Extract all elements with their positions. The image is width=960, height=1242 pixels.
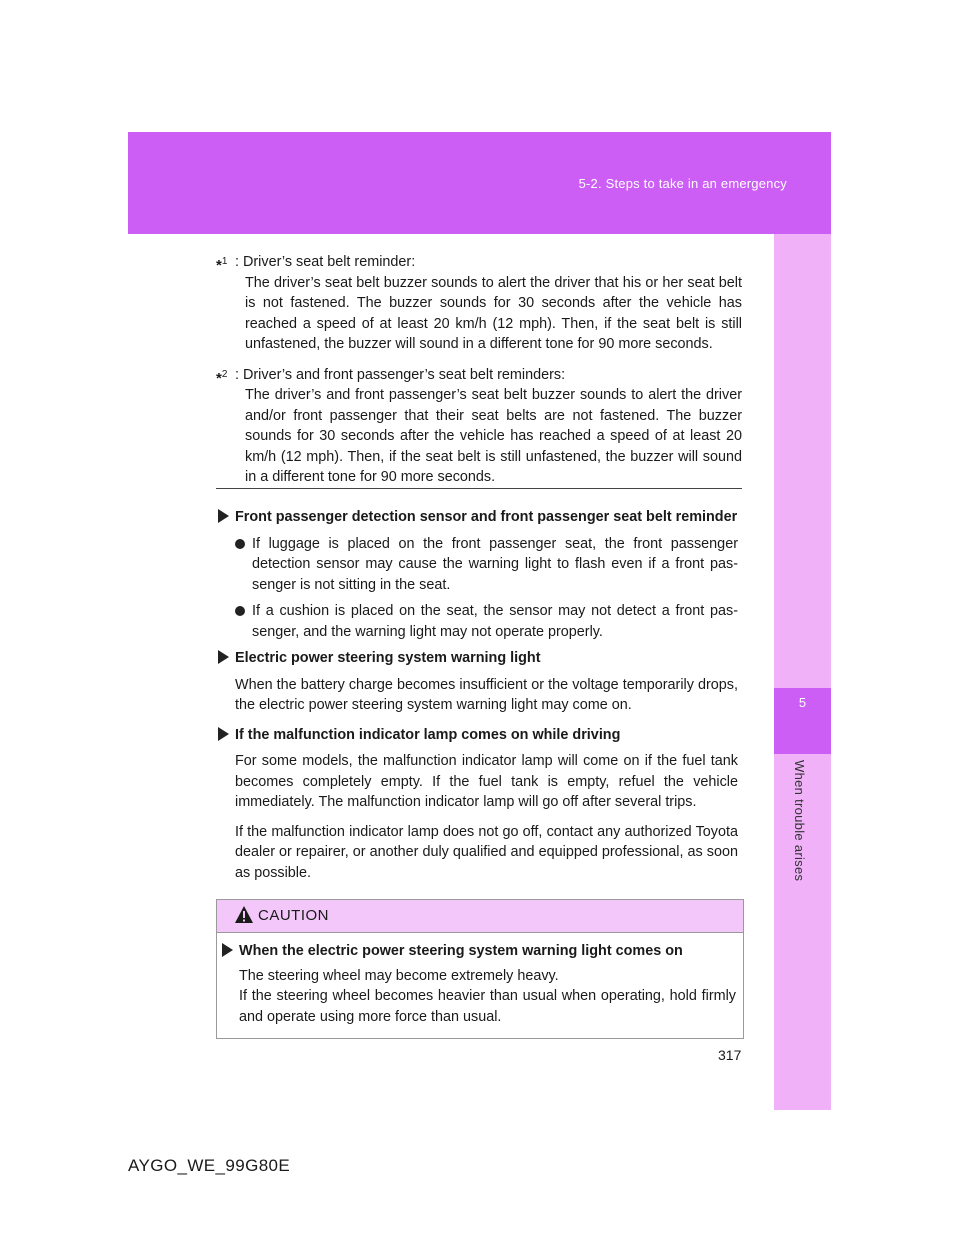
- page-number: 317: [718, 1047, 742, 1063]
- square-bullet-icon: [222, 943, 233, 957]
- divider: [216, 488, 742, 489]
- footnotes: [216, 252, 742, 498]
- info-sections: [218, 507, 738, 892]
- caution-heading: When the electric power steering system warning light comes on: [222, 941, 736, 962]
- section-heading: Electric power steering system warning light: [218, 648, 738, 669]
- chapter-number-block[interactable]: [774, 688, 831, 754]
- chapter-number: 5: [798, 695, 807, 710]
- footnote-marker: *$^1$: [216, 256, 228, 274]
- list-item: If luggage is placed on the front passenger seat, the front passenger detection sensor may cause the warning light to flash even if a front pas-senger is not sitting in the seat.: [235, 534, 738, 596]
- section-title: 5-2. Steps to take in an emergency: [578, 176, 787, 191]
- caution-line: The steering wheel may become extremely heavy.: [239, 967, 559, 984]
- list-item: If a cushion is placed on the seat, the sensor may not detect a front pas-senger, and the warning light may not operate properly.: [235, 601, 738, 642]
- paragraph: When the battery charge becomes insufficient or the voltage temporarily drops, the electric power steering system warning light may come on.: [235, 676, 738, 713]
- caution-line: If the steering wheel becomes heavier than usual when operating, hold firmly and operate using more force than usual.: [239, 988, 736, 1025]
- square-bullet-icon: [218, 727, 229, 741]
- section-heading: Front passenger detection sensor and front passenger seat belt reminder: [218, 507, 738, 528]
- round-bullet-icon: [235, 606, 245, 616]
- header-band: [128, 132, 831, 234]
- square-bullet-icon: [218, 650, 229, 664]
- paragraph: For some models, the malfunction indicator lamp will come on if the fuel tank becomes completely empty. If the fuel tank is empty, refuel the vehicle immediately. The malfunction indicator lamp will go off after several trips.: [235, 753, 738, 810]
- section-heading: If the malfunction indicator lamp comes on while driving: [218, 725, 738, 746]
- footnote-text: The driver’s seat belt buzzer sounds to alert the driver that his or her seat belt is not fastened. The buzzer sounds for 30 seconds after the vehicle has reached a speed of at least 20 km/h (12 mph). Then, if the seat belt is still unfastened, the buzzer will sound in a different tone for 90 more seconds.: [245, 274, 742, 352]
- footnote-text: The driver’s and front passenger’s seat belt buzzer sounds to alert the driver and/or front passenger that their seat belts are not fastened. The buzzer sounds for 30 seconds after the vehicle has reached a speed of at least 20 km/h (12 mph). Then, if the seat belt is still unfastened, the buzzer will sound in a different tone for 90 more seconds.: [245, 387, 742, 485]
- footnote-1: [216, 252, 742, 355]
- caution-header: [217, 900, 743, 933]
- footnote-marker: *$^2$: [216, 368, 228, 387]
- warning-triangle-icon: [234, 905, 254, 924]
- footnote-title: : Driver’s and front passenger’s seat belt reminders:: [235, 366, 566, 383]
- footnote-2: [216, 365, 742, 488]
- paragraph: If the malfunction indicator lamp does not go off, contact any authorized Toyota dealer or repairer, or another duly qualified and equipped professional, as soon as possible.: [235, 823, 738, 881]
- caution-box: [216, 899, 744, 1039]
- chapter-label: When trouble arises: [792, 760, 807, 882]
- square-bullet-icon: [218, 509, 229, 523]
- chapter-side-tab: [774, 234, 831, 1110]
- caution-title: CAUTION: [258, 907, 329, 924]
- round-bullet-icon: [235, 539, 245, 549]
- caution-body: [222, 941, 736, 1036]
- footnote-title: : Driver’s seat belt reminder:: [235, 254, 416, 270]
- document-code: AYGO_WE_99G80E: [128, 1156, 291, 1175]
